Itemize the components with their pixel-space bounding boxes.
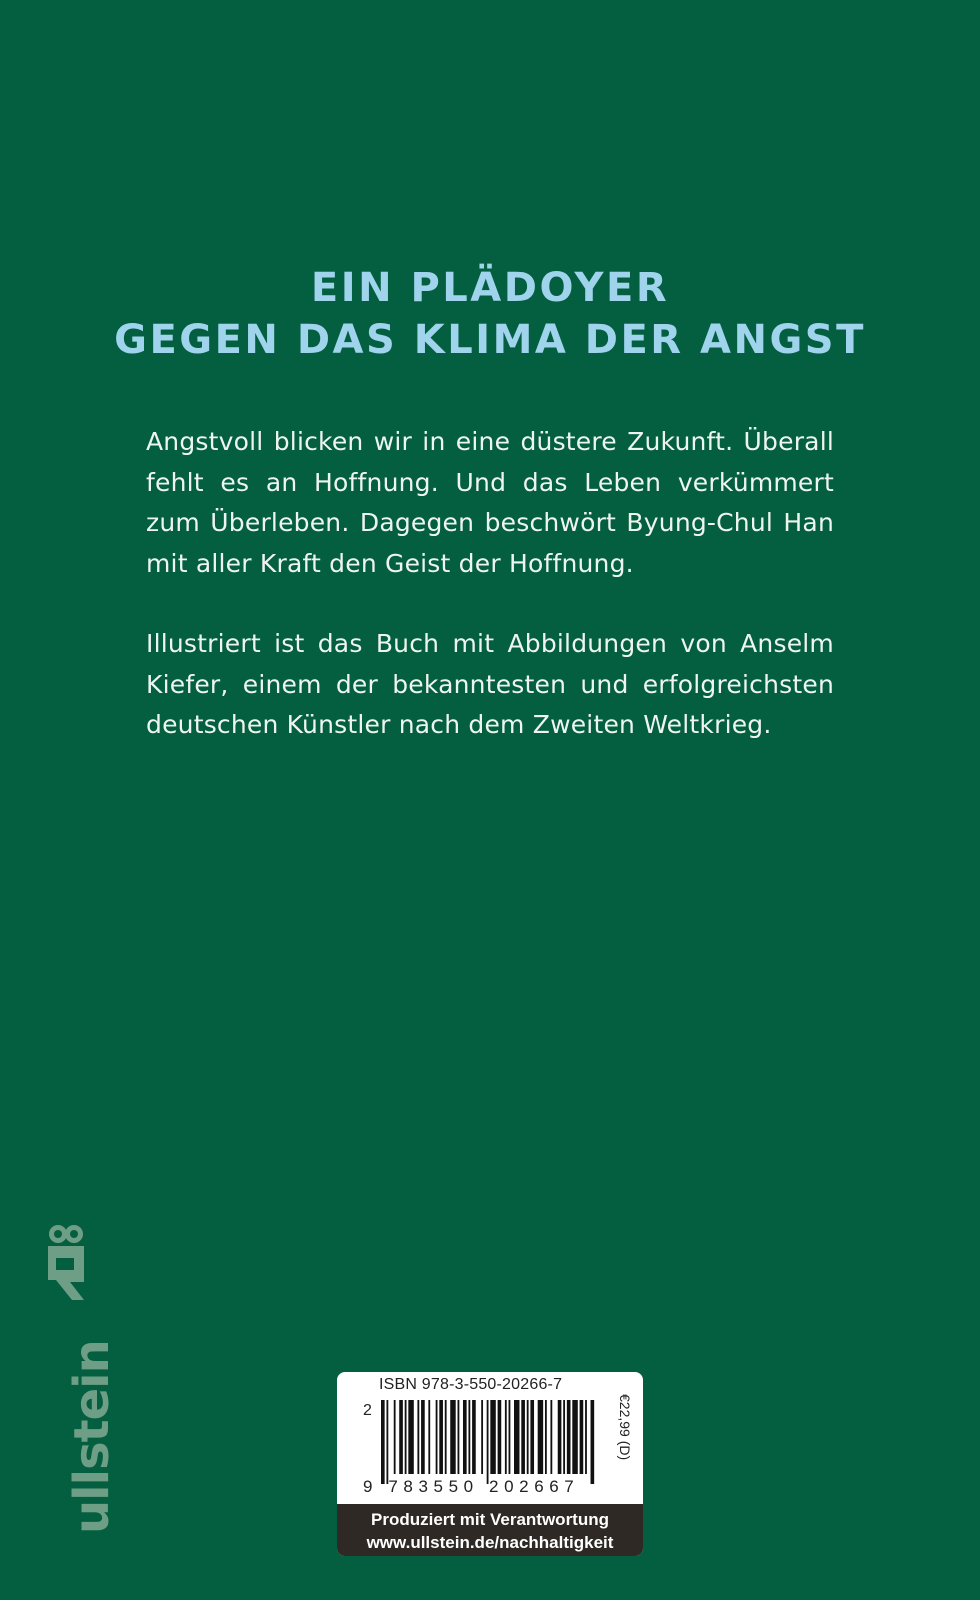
barcode-bar [381,1400,385,1484]
sustainability-band [337,1504,643,1556]
barcode-bar [505,1400,507,1474]
publisher-logo [36,1224,120,1560]
barcode-bar [563,1400,565,1474]
barcode-bar [439,1400,443,1474]
barcode-bar [550,1400,552,1474]
headline-line-1: EIN PLÄDOYER [310,265,670,311]
barcode-bar [580,1400,584,1474]
sustainability-url: www.ullstein.de/nachhaltigkeit [366,1533,614,1552]
barcode-bar [450,1400,455,1474]
barcode-bar [509,1400,511,1474]
barcode-bar [472,1400,476,1474]
barcode-bar [468,1400,470,1474]
barcode-panel [337,1372,643,1556]
barcode-bar [585,1400,587,1474]
barcode-bar [527,1400,529,1474]
barcode-bar [405,1400,407,1474]
barcode-bar [567,1400,571,1474]
barcode-bar [421,1400,425,1474]
barcode-bar [498,1400,502,1474]
blurb-paragraph-2: Illustriert ist das Buch mit Abbildungen von Anselm Kiefer, einem der bekanntesten und erfolgreichsten deutschen Künstler nach dem Zweiten Weltkrieg. [146,629,834,739]
barcode-bar [530,1400,534,1474]
barcode-bar [417,1400,419,1474]
barcode-bar [428,1400,430,1474]
barcode-bar [545,1400,547,1474]
barcode-bar [458,1400,460,1474]
barcode-bar [490,1400,495,1474]
barcode-bar [521,1400,525,1474]
barcode-bar [558,1400,562,1474]
barcode-bar [591,1400,595,1484]
barcode-digits: 9 783550 202667 [363,1477,580,1496]
barcode-bar [399,1400,403,1474]
barcode-bar [538,1400,543,1474]
barcode-bar [386,1400,388,1484]
barcode-bars [381,1400,596,1484]
barcode-bar [445,1400,447,1474]
isbn-label: ISBN 978-3-550-20266-7 [379,1376,563,1393]
barcode-bar [394,1400,396,1474]
barcode-bar [436,1400,438,1474]
headline-line-2: GEGEN DAS KLIMA DER ANGST [114,317,866,363]
barcode-bar [572,1400,577,1474]
barcode-bar [487,1400,489,1484]
headline [0,262,980,366]
blurb-paragraph-1: Angstvoll blicken wir in eine düstere Zukunft. Überall fehlt es an Hoffnung. Und das Leben verkümmert zum Überleben. Dagegen beschwört Byung-Chul Han mit aller Kraft den Geist der Hoffnung. [146,427,834,578]
price-label-wrapper [615,1394,635,1484]
sustainability-line-1: Produziert mit Verantwortung [370,1510,610,1529]
barcode-bar [408,1400,413,1474]
barcode-bar [481,1400,483,1474]
owl-icon [46,1224,86,1302]
price-label: €22,99 (D) [617,1394,633,1461]
publisher-logo-text: ullstein [64,1340,120,1534]
barcode-bar [514,1400,519,1474]
barcode-lead-digit: 2 [363,1402,372,1419]
barcode-bar [463,1400,467,1474]
